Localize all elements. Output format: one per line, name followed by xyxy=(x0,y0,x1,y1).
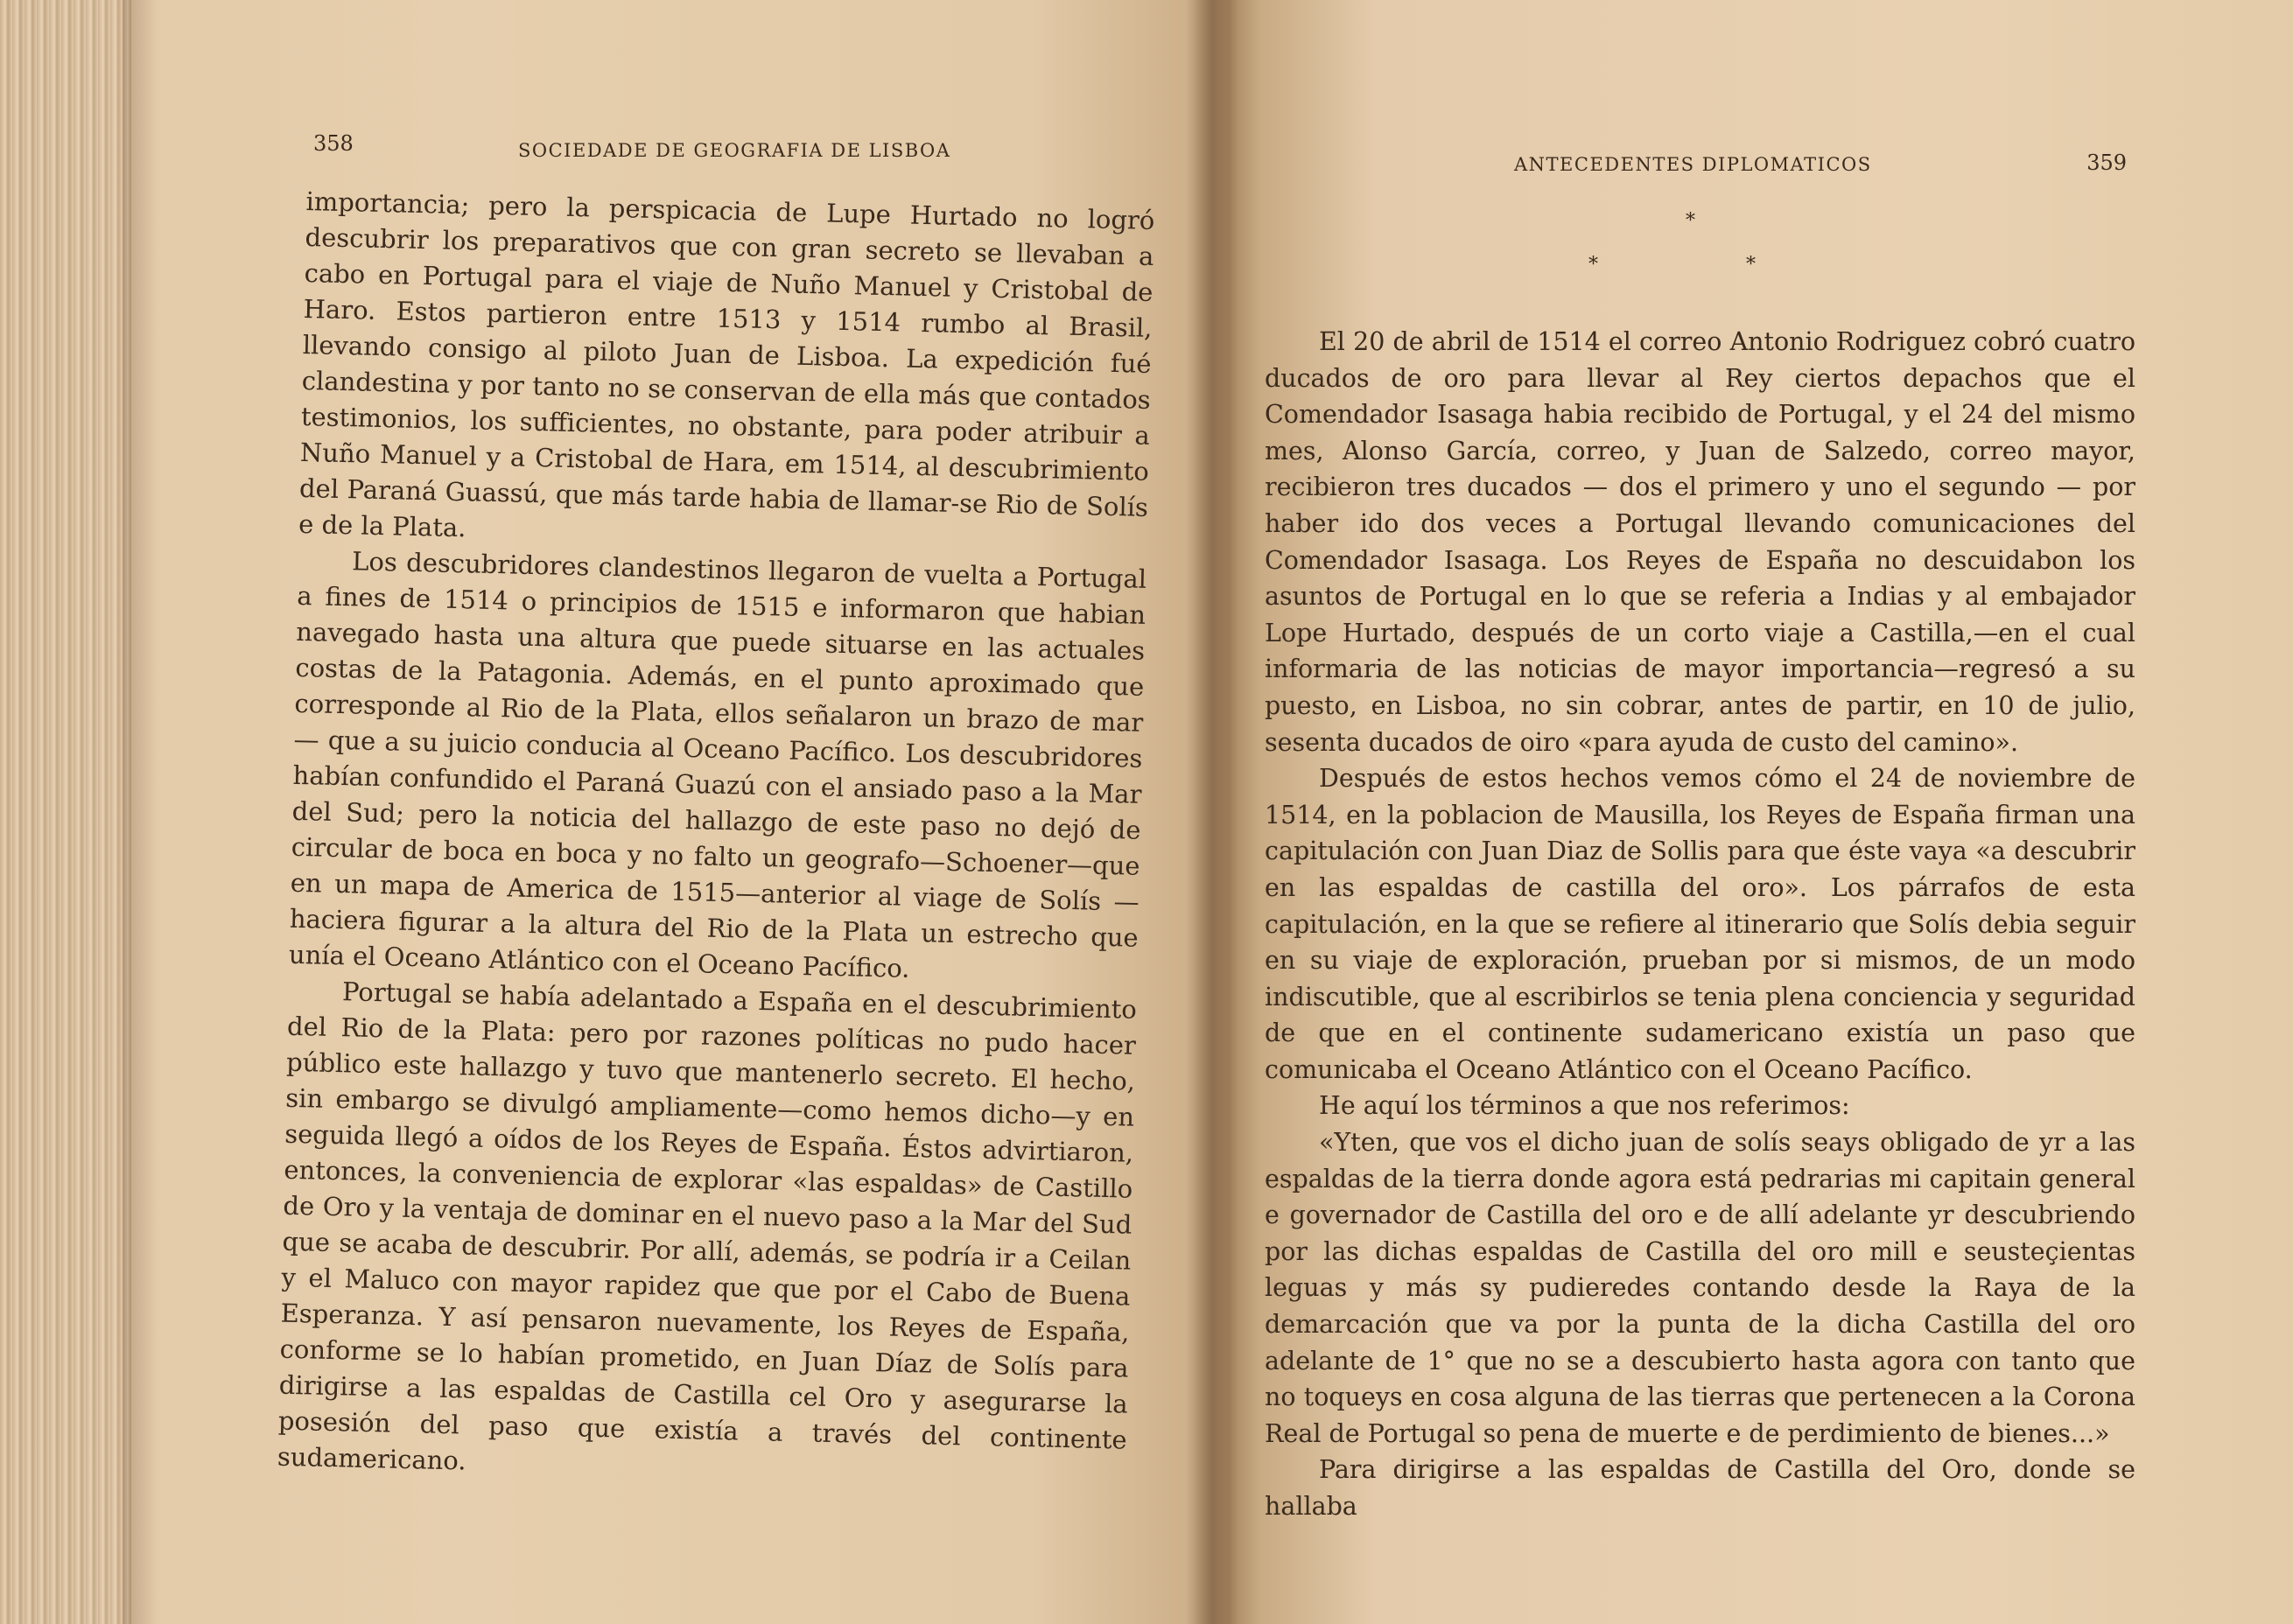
left-page-body xyxy=(277,184,1155,1494)
page-edges-shadow xyxy=(123,0,158,1624)
left-page xyxy=(277,0,1173,1624)
right-paragraph-quote: «Yten, que vos el dicho juan de solís seays obligado de yr a las espaldas de la tierra donde agora está pedrarias mi capitain general e governador de Castilla del oro e de allí adelante yr descubriendo por las dichas espaldas de Castilla del oro mill e seusteçientas leguas y más sy pudieredes contando desde la Raya de la demarcación que va por la punta de la dicha Castilla del oro adelante de 1° que no se a descubierto hasta agora con tanto que no toqueys en cosa alguna de las tierras que pertenecen a la Corona Real de Portugal so pena de muerte e de perdimiento de bienes...» xyxy=(1265,1128,2135,1448)
right-paragraph-3: He aquí los términos a que nos referimos: xyxy=(1319,1091,1850,1121)
ornament-star: * xyxy=(1686,210,1695,232)
left-running-head xyxy=(289,131,1173,166)
left-running-title: SOCIEDADE DE GEOGRAFIA DE LISBOA xyxy=(518,140,951,161)
right-paragraph-5: Para dirigirse a las espaldas de Castilla del Oro, donde se hallaba xyxy=(1265,1455,2135,1521)
left-page-number: 358 xyxy=(313,131,354,156)
right-paragraph-1: El 20 de abril de 1514 el correo Antonio Rodriguez cobró cuatro ducados de oro para llevar al Rey ciertos depachos que el Comendador Isasaga habia recibido de Portugal, y el 24 del mismo mes, Alonso García, correo, y Juan de Salzedo, correo mayor, recibieron tres ducados — dos el primero y uno el segundo — por haber ido dos veces a Portugal llevando comunicaciones del Comendador Isasaga. Los Reyes de España no descuidabon los asuntos de Portugal en lo que se referia a Indias y al embajador Lope Hurtado, después de un corto viaje a Castilla,—en el cual informaria de las noticias de mayor importancia—regresó a su puesto, en Lisboa, no sin cobrar, antes de partir, en 10 de julio, sesenta ducados de oiro «para ayuda de custo del camino». xyxy=(1265,327,2135,757)
section-ornament xyxy=(1260,210,2144,280)
right-paragraph-2: Después de estos hechos vemos cómo el 24 de noviembre de 1514, en la poblacion de Mausilla, los Reyes de España firman una capitulación con Juan Diaz de Sollis para que éste vaya «a descubrir en las espaldas de castilla del oro». Los párrafos de esta capitulación, en la que se refiere al itinerario que Solís debia seguir en su viaje de exploración, prueban por si mismos, de un modo indiscutible, que al escribirlos se tenia plena conciencia y seguridad de que en el continente sudamericano existía un paso que comunicaba el Oceano Atlántico con el Oceano Pacífico. xyxy=(1265,764,2135,1084)
left-paragraph-3: Portugal se había adelantado a España en el descubrimiento del Rio de la Plata: pero por razones políticas no pudo hacer público este hallazgo y tuvo que mantenerlo secreto. El hecho, sin embargo se divulgó ampliamente—como hemos dicho—y en seguida llegó a oídos de los Reyes de España. Éstos advirtiaron, entonces, la conveniencia de explorar «las espaldas» de Castillo de Oro y la ventaja de dominar en el nuevo paso a la Mar del Sud que se acaba de descubrir. Por allí, además, se podría ir a Ceilan y el Maluco con mayor rapidez que que por el Cabo de Buena Esperanza. Y así pensaron nuevamente, los Reyes de España, conforme se lo habían prometido, en Juan Díaz de Solís para dirigirse a las espaldas de Castilla cel Oro y asegurarse la posesión del paso que existía a través del continente sudamericano. xyxy=(277,976,1138,1476)
left-paragraph-2: Los descubridores clandestinos llegaron de vuelta a Portugal a fines de 1514 o principios de 1515 e informaron que habian navegado hasta una altura que puede situarse en las actuales costas de la Patagonia. Además, en el punto aproximado que corresponde al Rio de la Plata, ellos señalaron un brazo de mar — que a su juicio conducia al Oceano Pacífico. Los descubridores habían confundido el Paraná Guazú con el ansiado paso a la Mar del Sud; pero la noticia del hallazgo de este paso no dejó de circular de boca en boca y no falto un geografo—Schoener—que en un mapa de America de 1515—anterior al viage de Solís — haciera figurar a la altura del Rio de la Plata un estrecho que unía el Oceano Atlántico con el Oceano Pacífico. xyxy=(288,546,1147,984)
book-gutter xyxy=(1186,0,1238,1624)
page-edges xyxy=(0,0,131,1624)
right-page-number: 359 xyxy=(2086,150,2127,175)
right-running-title: ANTECEDENTES DIPLOMATICOS xyxy=(1514,154,1872,175)
ornament-star: * xyxy=(1588,254,1598,276)
left-paragraph-1: importancia; pero la perspicacia de Lupe Hurtado no logró descubrir los preparativos que con gran secreto se llevaban a cabo en Portugal para el viaje de Nuño Manuel y Cristobal de Haro. Estos partieron entre 1513 y 1514 rumbo al Brasil, llevando consigo al piloto Juan de Lisboa. La expedición fué clandestina y por tanto no se conservan de ella más que contados testimonios, los sufficientes, no obstante, para poder atribuir a Nuño Manuel y a Cristobal de Hara, em 1514, al descubrimiento del Paraná Guassú, que más tarde habia de llamar-se Rio de Solís e de la Plata. xyxy=(298,186,1155,543)
right-page xyxy=(1260,0,2144,1624)
right-running-head xyxy=(1260,131,2144,175)
right-page-body xyxy=(1265,324,2135,1525)
ornament-star: * xyxy=(1746,254,1756,276)
